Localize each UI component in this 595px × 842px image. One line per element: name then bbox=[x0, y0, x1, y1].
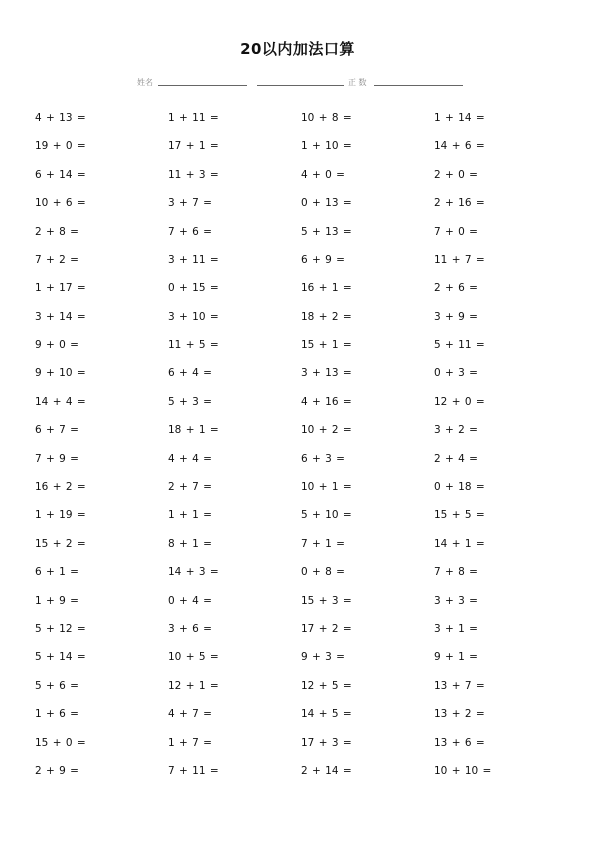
problem-item: 18 + 1 = bbox=[168, 424, 219, 437]
problem-item: 3 + 13 = bbox=[301, 367, 352, 380]
problem-item: 6 + 4 = bbox=[168, 367, 212, 380]
problem-item: 13 + 7 = bbox=[434, 679, 485, 692]
name-label: 姓名 bbox=[137, 78, 153, 87]
problem-item: 1 + 6 = bbox=[35, 708, 79, 721]
problem-item: 10 + 5 = bbox=[168, 651, 219, 664]
problem-item: 4 + 13 = bbox=[35, 111, 86, 124]
problem-item: 17 + 1 = bbox=[168, 140, 219, 153]
problem-item: 18 + 2 = bbox=[301, 310, 352, 323]
problem-item: 15 + 0 = bbox=[35, 736, 86, 749]
problem-item: 14 + 4 = bbox=[35, 395, 86, 408]
problem-item: 19 + 0 = bbox=[35, 140, 86, 153]
problem-item: 9 + 1 = bbox=[434, 651, 478, 664]
problem-item: 0 + 8 = bbox=[301, 566, 345, 579]
problem-item: 5 + 6 = bbox=[35, 679, 79, 692]
problem-item: 2 + 6 = bbox=[434, 282, 478, 295]
problem-item: 1 + 7 = bbox=[168, 736, 212, 749]
problem-item: 7 + 0 = bbox=[434, 225, 478, 238]
problem-item: 14 + 1 = bbox=[434, 537, 485, 550]
problem-item: 5 + 12 = bbox=[35, 622, 86, 635]
problem-item: 10 + 10 = bbox=[434, 764, 492, 777]
problem-item: 2 + 4 = bbox=[434, 452, 478, 465]
problem-item: 15 + 1 = bbox=[301, 339, 352, 352]
problem-item: 5 + 10 = bbox=[301, 509, 352, 522]
problem-item: 0 + 18 = bbox=[434, 481, 485, 494]
problem-item: 0 + 15 = bbox=[168, 282, 219, 295]
problem-item: 15 + 3 = bbox=[301, 594, 352, 607]
problem-item: 5 + 14 = bbox=[35, 651, 86, 664]
problem-item: 6 + 3 = bbox=[301, 452, 345, 465]
problem-item: 9 + 10 = bbox=[35, 367, 86, 380]
problem-item: 15 + 2 = bbox=[35, 537, 86, 550]
problem-item: 2 + 8 = bbox=[35, 225, 79, 238]
problem-item: 9 + 3 = bbox=[301, 651, 345, 664]
problem-item: 14 + 3 = bbox=[168, 566, 219, 579]
name-field-line[interactable] bbox=[158, 85, 247, 86]
problem-item: 7 + 6 = bbox=[168, 225, 212, 238]
student-info-row bbox=[0, 74, 595, 88]
problem-item: 4 + 4 = bbox=[168, 452, 212, 465]
problem-item: 1 + 10 = bbox=[301, 140, 352, 153]
problem-item: 3 + 11 = bbox=[168, 253, 219, 266]
problem-item: 2 + 0 = bbox=[434, 168, 478, 181]
problem-item: 3 + 10 = bbox=[168, 310, 219, 323]
problem-item: 4 + 7 = bbox=[168, 708, 212, 721]
problem-item: 5 + 13 = bbox=[301, 225, 352, 238]
problem-item: 1 + 1 = bbox=[168, 509, 212, 522]
problem-item: 10 + 8 = bbox=[301, 111, 352, 124]
problem-item: 7 + 8 = bbox=[434, 566, 478, 579]
extra-field-line[interactable] bbox=[257, 85, 344, 86]
problem-item: 4 + 16 = bbox=[301, 395, 352, 408]
problem-item: 14 + 6 = bbox=[434, 140, 485, 153]
problem-item: 2 + 7 = bbox=[168, 481, 212, 494]
problem-item: 10 + 2 = bbox=[301, 424, 352, 437]
problem-item: 7 + 9 = bbox=[35, 452, 79, 465]
problem-item: 11 + 3 = bbox=[168, 168, 219, 181]
problem-item: 12 + 1 = bbox=[168, 679, 219, 692]
problem-item: 17 + 2 = bbox=[301, 622, 352, 635]
problem-item: 3 + 7 = bbox=[168, 197, 212, 210]
problem-item: 6 + 14 = bbox=[35, 168, 86, 181]
problem-item: 6 + 7 = bbox=[35, 424, 79, 437]
problem-item: 11 + 7 = bbox=[434, 253, 485, 266]
problem-item: 1 + 9 = bbox=[35, 594, 79, 607]
problem-item: 7 + 1 = bbox=[301, 537, 345, 550]
problem-item: 7 + 2 = bbox=[35, 253, 79, 266]
problem-item: 8 + 1 = bbox=[168, 537, 212, 550]
problem-item: 3 + 14 = bbox=[35, 310, 86, 323]
problem-item: 1 + 11 = bbox=[168, 111, 219, 124]
problem-item: 3 + 9 = bbox=[434, 310, 478, 323]
problem-item: 12 + 5 = bbox=[301, 679, 352, 692]
problem-item: 16 + 1 = bbox=[301, 282, 352, 295]
problem-item: 0 + 3 = bbox=[434, 367, 478, 380]
problem-item: 4 + 0 = bbox=[301, 168, 345, 181]
problem-item: 10 + 6 = bbox=[35, 197, 86, 210]
worksheet-title: 20以内加法口算 bbox=[240, 40, 355, 58]
problem-item: 0 + 13 = bbox=[301, 197, 352, 210]
problem-item: 6 + 1 = bbox=[35, 566, 79, 579]
problem-item: 12 + 0 = bbox=[434, 395, 485, 408]
problem-item: 3 + 1 = bbox=[434, 622, 478, 635]
problem-item: 3 + 3 = bbox=[434, 594, 478, 607]
problem-item: 15 + 5 = bbox=[434, 509, 485, 522]
problem-item: 5 + 11 = bbox=[434, 339, 485, 352]
problem-item: 10 + 1 = bbox=[301, 481, 352, 494]
problem-item: 2 + 14 = bbox=[301, 764, 352, 777]
problem-item: 13 + 2 = bbox=[434, 708, 485, 721]
problem-item: 1 + 14 = bbox=[434, 111, 485, 124]
problem-item: 17 + 3 = bbox=[301, 736, 352, 749]
problem-item: 3 + 2 = bbox=[434, 424, 478, 437]
problem-item: 7 + 11 = bbox=[168, 764, 219, 777]
problem-item: 3 + 6 = bbox=[168, 622, 212, 635]
problem-item: 14 + 5 = bbox=[301, 708, 352, 721]
problem-item: 13 + 6 = bbox=[434, 736, 485, 749]
problem-item: 5 + 3 = bbox=[168, 395, 212, 408]
problem-item: 0 + 4 = bbox=[168, 594, 212, 607]
problem-grid bbox=[35, 104, 575, 785]
problem-item: 9 + 0 = bbox=[35, 339, 79, 352]
score-label: 正 数 bbox=[348, 78, 367, 87]
problem-item: 11 + 5 = bbox=[168, 339, 219, 352]
score-field-line[interactable] bbox=[374, 85, 463, 86]
problem-item: 2 + 9 = bbox=[35, 764, 79, 777]
problem-item: 1 + 19 = bbox=[35, 509, 86, 522]
problem-item: 6 + 9 = bbox=[301, 253, 345, 266]
problem-item: 16 + 2 = bbox=[35, 481, 86, 494]
problem-item: 1 + 17 = bbox=[35, 282, 86, 295]
problem-item: 2 + 16 = bbox=[434, 197, 485, 210]
